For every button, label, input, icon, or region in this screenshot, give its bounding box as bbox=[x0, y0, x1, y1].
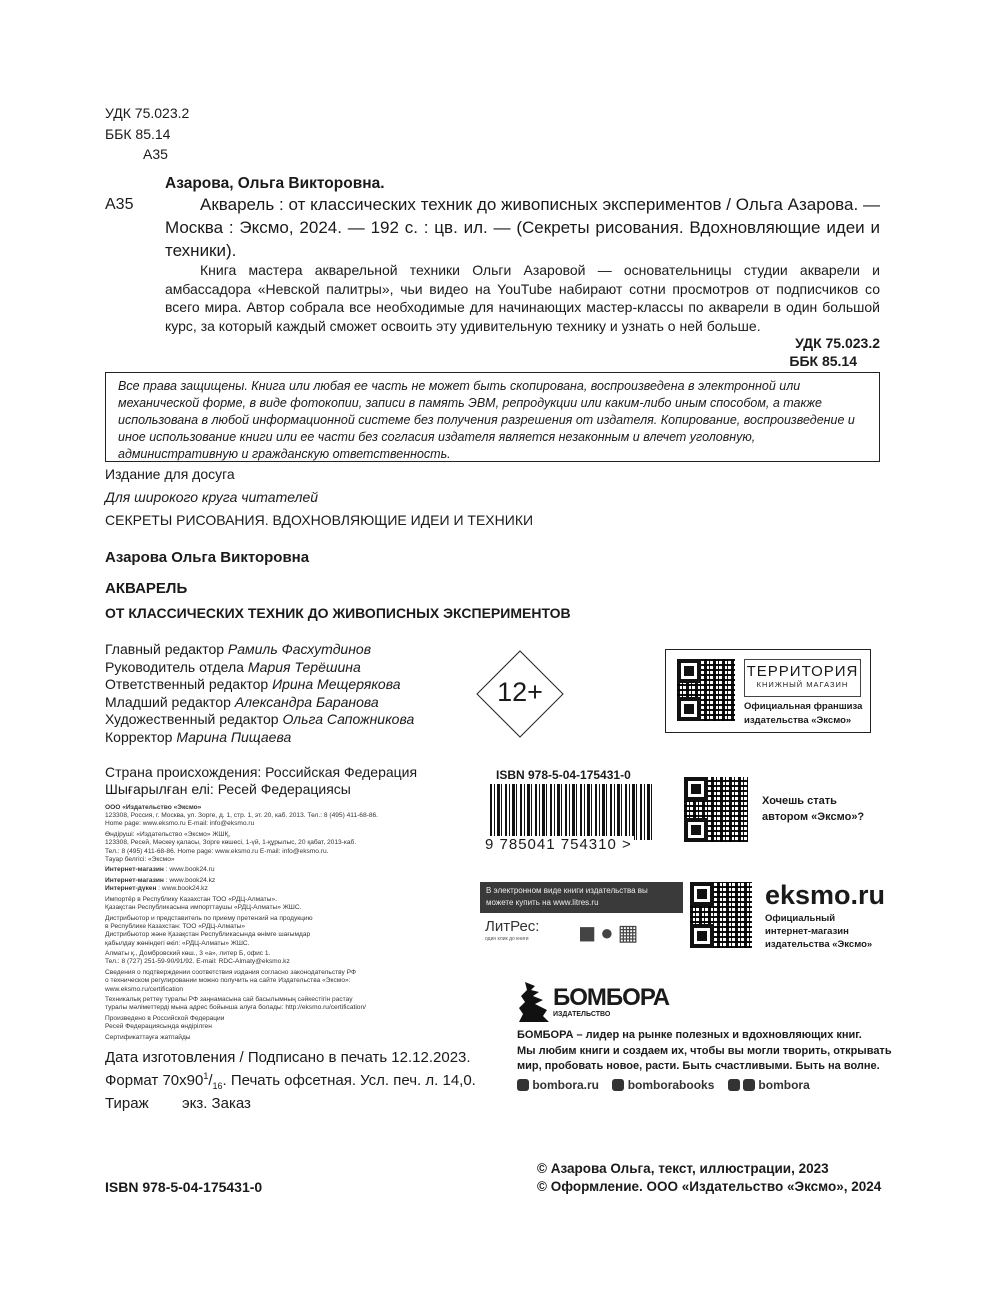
editor-row bbox=[105, 676, 414, 694]
publisher-info-line: 123308, Ресей, Мәскеу қаласы, Зорге көшесі, 1-үй, 1-құрылыс, 20 қабат, 2013-каб. bbox=[105, 839, 357, 847]
shop-label: Интернет-магазин bbox=[105, 877, 164, 885]
publisher-info-line: Дистрибьютор және Қазақстан Республикасында өнімге шағымдар bbox=[105, 931, 311, 939]
editor-role: Главный редактор bbox=[105, 641, 225, 657]
qr-code-icon bbox=[677, 659, 735, 721]
editor-role: Художественный редактор bbox=[105, 711, 279, 728]
barcode-isbn: ISBN 978-5-04-175431-0 bbox=[496, 768, 631, 782]
bombora-social-link[interactable]: bombora bbox=[758, 1078, 810, 1092]
catalog-code: А35 bbox=[105, 196, 134, 213]
bombora-links bbox=[517, 1078, 810, 1092]
publisher-info-line: в Республике Казахстан: ТОО «РДЦ-Алматы» bbox=[105, 923, 246, 931]
shop-url[interactable]: : www.book24.kz bbox=[156, 885, 208, 893]
rights-notice: Все права защищены. Книга или любая ее часть не может быть скопирована, воспроизведена в электронной или механической форме, в виде фотокопии, записи в память ЭВМ, репродукции или каким-либо иным способом, а также использована в любой информационной системе без получения разрешения от издателя. Копирование, воспроизведение и иное использование книги или ее части без согласия издателя является незаконным и влечет уголовную, административную и гражданскую ответственность. bbox=[105, 372, 880, 462]
bombora-text: БОМБОРА – лидер на рынке полезных и вдохновляющих книг. bbox=[517, 1029, 862, 1041]
copyright-text: © Азарова Ольга, текст, иллюстрации, 2023 bbox=[537, 1161, 829, 1176]
site-icon bbox=[517, 1079, 529, 1091]
author-name: Азарова Ольга Викторовна bbox=[105, 549, 310, 566]
publisher-info-line: о техническом регулировании можно получить на сайте Издательства «Эксмо»: bbox=[105, 977, 351, 985]
publisher-info-line: Сертификаттауға жатпайды bbox=[105, 1034, 191, 1042]
publisher-info-line: қабылдау жөніндегі өкіл: «РДЦ-Алматы» ЖШС. bbox=[105, 939, 250, 947]
youtube-icon bbox=[728, 1079, 740, 1091]
publisher-info-line: Техникалық реттеу туралы РФ заңнамасына сай басылымның сәйкестігін растау bbox=[105, 996, 353, 1004]
editor-row bbox=[105, 729, 414, 747]
windows-phone-icon: ● bbox=[600, 920, 618, 945]
annotation: Книга мастера акварельной техники Ольги Азаровой — основательницы студии акварели и амбассадора «Невской палитры», чьи видео на YouTube набирают сотни просмотров от подписчиков со всего мира. Автор собрала все необходимые для начинающих мастер-классы по акварели в один большой курс, за который каждый сможет освоить эту удивительную технику и узнать о ней больше. bbox=[165, 262, 880, 334]
online-shop bbox=[105, 885, 435, 893]
franchise-text: Официальная франшиза bbox=[744, 701, 863, 712]
territory-franchise-block bbox=[665, 649, 871, 733]
copyright-design: © Оформление. ООО «Издательство «Эксмо», 2024 bbox=[537, 1179, 882, 1194]
bombora-text: Мы любим книги и создаем их, чтобы вы могли творить, открывать bbox=[517, 1045, 892, 1057]
country-ru: Страна происхождения: Российская Федерация bbox=[105, 764, 418, 780]
publisher-info-line: Тауар белгісі: «Эксмо» bbox=[105, 855, 175, 863]
editor-role: Ответственный редактор bbox=[105, 676, 269, 693]
publisher-info-line: Дистрибьютор и представитель по приему претензий на продукцию bbox=[105, 914, 313, 922]
publisher-info bbox=[105, 804, 435, 1045]
online-shop bbox=[105, 877, 435, 885]
catalog-title: Акварель : от классических техник до живописных экспериментов / Ольга Азарова. — Москва : Эксмо, 2024. — 192 с. : цв. ил. — (Секреты рисования. Вдохновляющие идеи и техники). bbox=[165, 195, 880, 260]
publisher-info-line: www.eksmo.ru/certification bbox=[105, 985, 184, 993]
litres-tagline: один клик до книги bbox=[485, 936, 529, 942]
editor-name: Мария Терёшина bbox=[247, 658, 361, 675]
format-sup: 1 bbox=[203, 1071, 209, 1081]
eksmo-site: eksmo.ru bbox=[765, 880, 886, 910]
territory-logo bbox=[744, 659, 861, 697]
editor-role: Младший редактор bbox=[105, 693, 231, 710]
eksmo-text: издательства «Эксмо» bbox=[765, 939, 873, 950]
editor-name: Рамиль Фасхутдинов bbox=[227, 641, 372, 657]
bombora-text: мир, пробовать новое, расти. Быть счастливыми. Быть на волне. bbox=[517, 1060, 880, 1072]
format-value: Формат 70x90 bbox=[105, 1072, 204, 1089]
print-run: Тираж экз. Заказ bbox=[105, 1095, 251, 1112]
become-author-text: автором «Эксмо»? bbox=[762, 811, 865, 823]
country-kz: Шығарылған елі: Ресей Федерациясы bbox=[105, 781, 351, 797]
edition-type: Издание для досуга bbox=[105, 466, 235, 482]
eksmo-text: Официальный bbox=[765, 913, 836, 924]
shop-url[interactable]: : www.book24.ru bbox=[163, 866, 215, 874]
editor-row bbox=[105, 641, 414, 659]
publisher-info-line: Ресей Федерациясында өндірілген bbox=[105, 1023, 212, 1031]
telegram-icon bbox=[743, 1079, 755, 1091]
bombora-site-link[interactable]: bombora.ru bbox=[532, 1078, 600, 1092]
eksmo-text: интернет-магазин bbox=[765, 926, 849, 937]
format-sub: 16 bbox=[212, 1081, 223, 1091]
audience: Для широкого круга читателей bbox=[105, 489, 319, 505]
publisher-info-line: Тел.: 8 (727) 251-59-90/91/92. E-mail: RDC-Almaty@eksmo.kz bbox=[105, 958, 290, 966]
bombora-logo-sub: ИЗДАТЕЛЬСТВО bbox=[553, 1011, 611, 1018]
publisher-name: ООО «Издательство «Эксмо» bbox=[105, 804, 202, 811]
publisher-info-line: туралы мәліметтерді мына адрес бойынша алуға болады: http://eksmo.ru/certification/ bbox=[105, 1004, 366, 1012]
publisher-info-line: Өндіруші: «Издательство «Эксмо» ЖШҚ, bbox=[105, 831, 231, 839]
editor-role: Руководитель отдела bbox=[105, 658, 244, 675]
print-format: Формат $70x90^1/_{16}$. Печать офсетная. Усл. печ. л. 14,0. bbox=[105, 1071, 476, 1091]
bombora-vk-link[interactable]: bomborabooks bbox=[627, 1078, 715, 1092]
barcode-digits: 9 785041 754310 > bbox=[485, 836, 632, 853]
publisher-info-line: Произведено в Российской Федерации bbox=[105, 1015, 225, 1023]
android-icon: ◼ bbox=[578, 920, 601, 945]
publisher-info-line: Импортёр в Республику Казахстан ТОО «РДЦ-Алматы». bbox=[105, 896, 277, 904]
bbk: ББК 85.14 bbox=[105, 126, 171, 142]
editor-name: Ольга Сапожникова bbox=[282, 711, 415, 728]
bombora-logo: БОМБОРА bbox=[553, 984, 670, 1011]
isbn: ISBN 978-5-04-175431-0 bbox=[105, 1179, 263, 1195]
editor-row bbox=[105, 694, 414, 712]
print-date: Дата изготовления / Подписано в печать 12.12.2023. bbox=[105, 1049, 471, 1066]
udk: УДК 75.023.2 bbox=[105, 105, 190, 121]
format-rest: . Печать офсетная. Усл. печ. л. 14,0. bbox=[222, 1072, 476, 1089]
litres-logo: ЛитРес: bbox=[485, 918, 540, 935]
catalog-author: Азарова, Ольга Викторовна. bbox=[165, 175, 385, 192]
editor-name: Александра Баранова bbox=[234, 693, 379, 710]
platform-icons bbox=[578, 920, 642, 946]
territory-subtitle: КНИЖНЫЙ МАГАЗИН bbox=[756, 680, 849, 689]
print-info bbox=[105, 1049, 476, 1113]
barcode-icon bbox=[490, 784, 653, 840]
territory-title: ТЕРРИТОРИЯ bbox=[746, 663, 859, 680]
windows-icon: ▦ bbox=[617, 920, 643, 945]
publisher-info-line: 123308, Россия, г. Москва, ул. Зорге, д. 1, стр. 1, эт. 20, каб. 2013. Тел.: 8 (495) 411-68-86. bbox=[105, 812, 379, 820]
age-rating: 12+ bbox=[497, 677, 543, 707]
litres-banner: В электронном виде книги издательства вы можете купить на www.litres.ru bbox=[480, 882, 683, 913]
publisher-info-line: Қазақстан Республикасына импорттаушы «РДЦ-Алматы» ЖШС. bbox=[105, 904, 302, 912]
publisher-info-line: Home page: www.eksmo.ru E-mail: info@eksmo.ru bbox=[105, 820, 255, 828]
editor-name: Ирина Мещерякова bbox=[272, 676, 401, 693]
become-author-text: Хочешь стать bbox=[762, 795, 837, 807]
editor-role: Корректор bbox=[105, 728, 173, 745]
online-shop bbox=[105, 866, 435, 874]
shop-label: Интернет-магазин bbox=[105, 866, 164, 874]
qr-code-icon bbox=[684, 777, 748, 842]
vk-icon bbox=[612, 1079, 624, 1091]
author-code: А35 bbox=[143, 146, 168, 162]
book-subtitle: ОТ КЛАССИЧЕСКИХ ТЕХНИК ДО ЖИВОПИСНЫХ ЭКСПЕРИМЕНТОВ bbox=[105, 605, 571, 621]
publisher-info-line: Сведения о подтверждении соответствия издания согласно законодательству РФ bbox=[105, 969, 356, 977]
catalog-bbk: ББК 85.14 bbox=[789, 353, 857, 369]
qr-code-icon bbox=[690, 882, 752, 948]
catalog-udk: УДК 75.023.2 bbox=[795, 335, 880, 351]
bombora-logo-icon bbox=[517, 980, 551, 1022]
shop-url[interactable]: : www.book24.kz bbox=[163, 877, 216, 885]
editors-list bbox=[105, 641, 414, 747]
editor-name: Марина Пищаева bbox=[176, 728, 292, 745]
publisher-info-line: Алматы қ., Домбровский көш., 3 «а», литер Б, офис 1. bbox=[105, 950, 271, 958]
editor-row bbox=[105, 711, 414, 729]
publisher-info-line: Тел.: 8 (495) 411-68-86. Home page: www.eksmo.ru E-mail: info@eksmo.ru. bbox=[105, 847, 329, 855]
franchise-text: издательства «Эксмо» bbox=[744, 715, 852, 726]
editor-row bbox=[105, 659, 414, 677]
shop-label: Интернет-дүкен bbox=[105, 885, 157, 893]
series: СЕКРЕТЫ РИСОВАНИЯ. ВДОХНОВЛЯЮЩИЕ ИДЕИ И ТЕХНИКИ bbox=[105, 512, 534, 528]
book-title: АКВАРЕЛЬ bbox=[105, 580, 188, 597]
